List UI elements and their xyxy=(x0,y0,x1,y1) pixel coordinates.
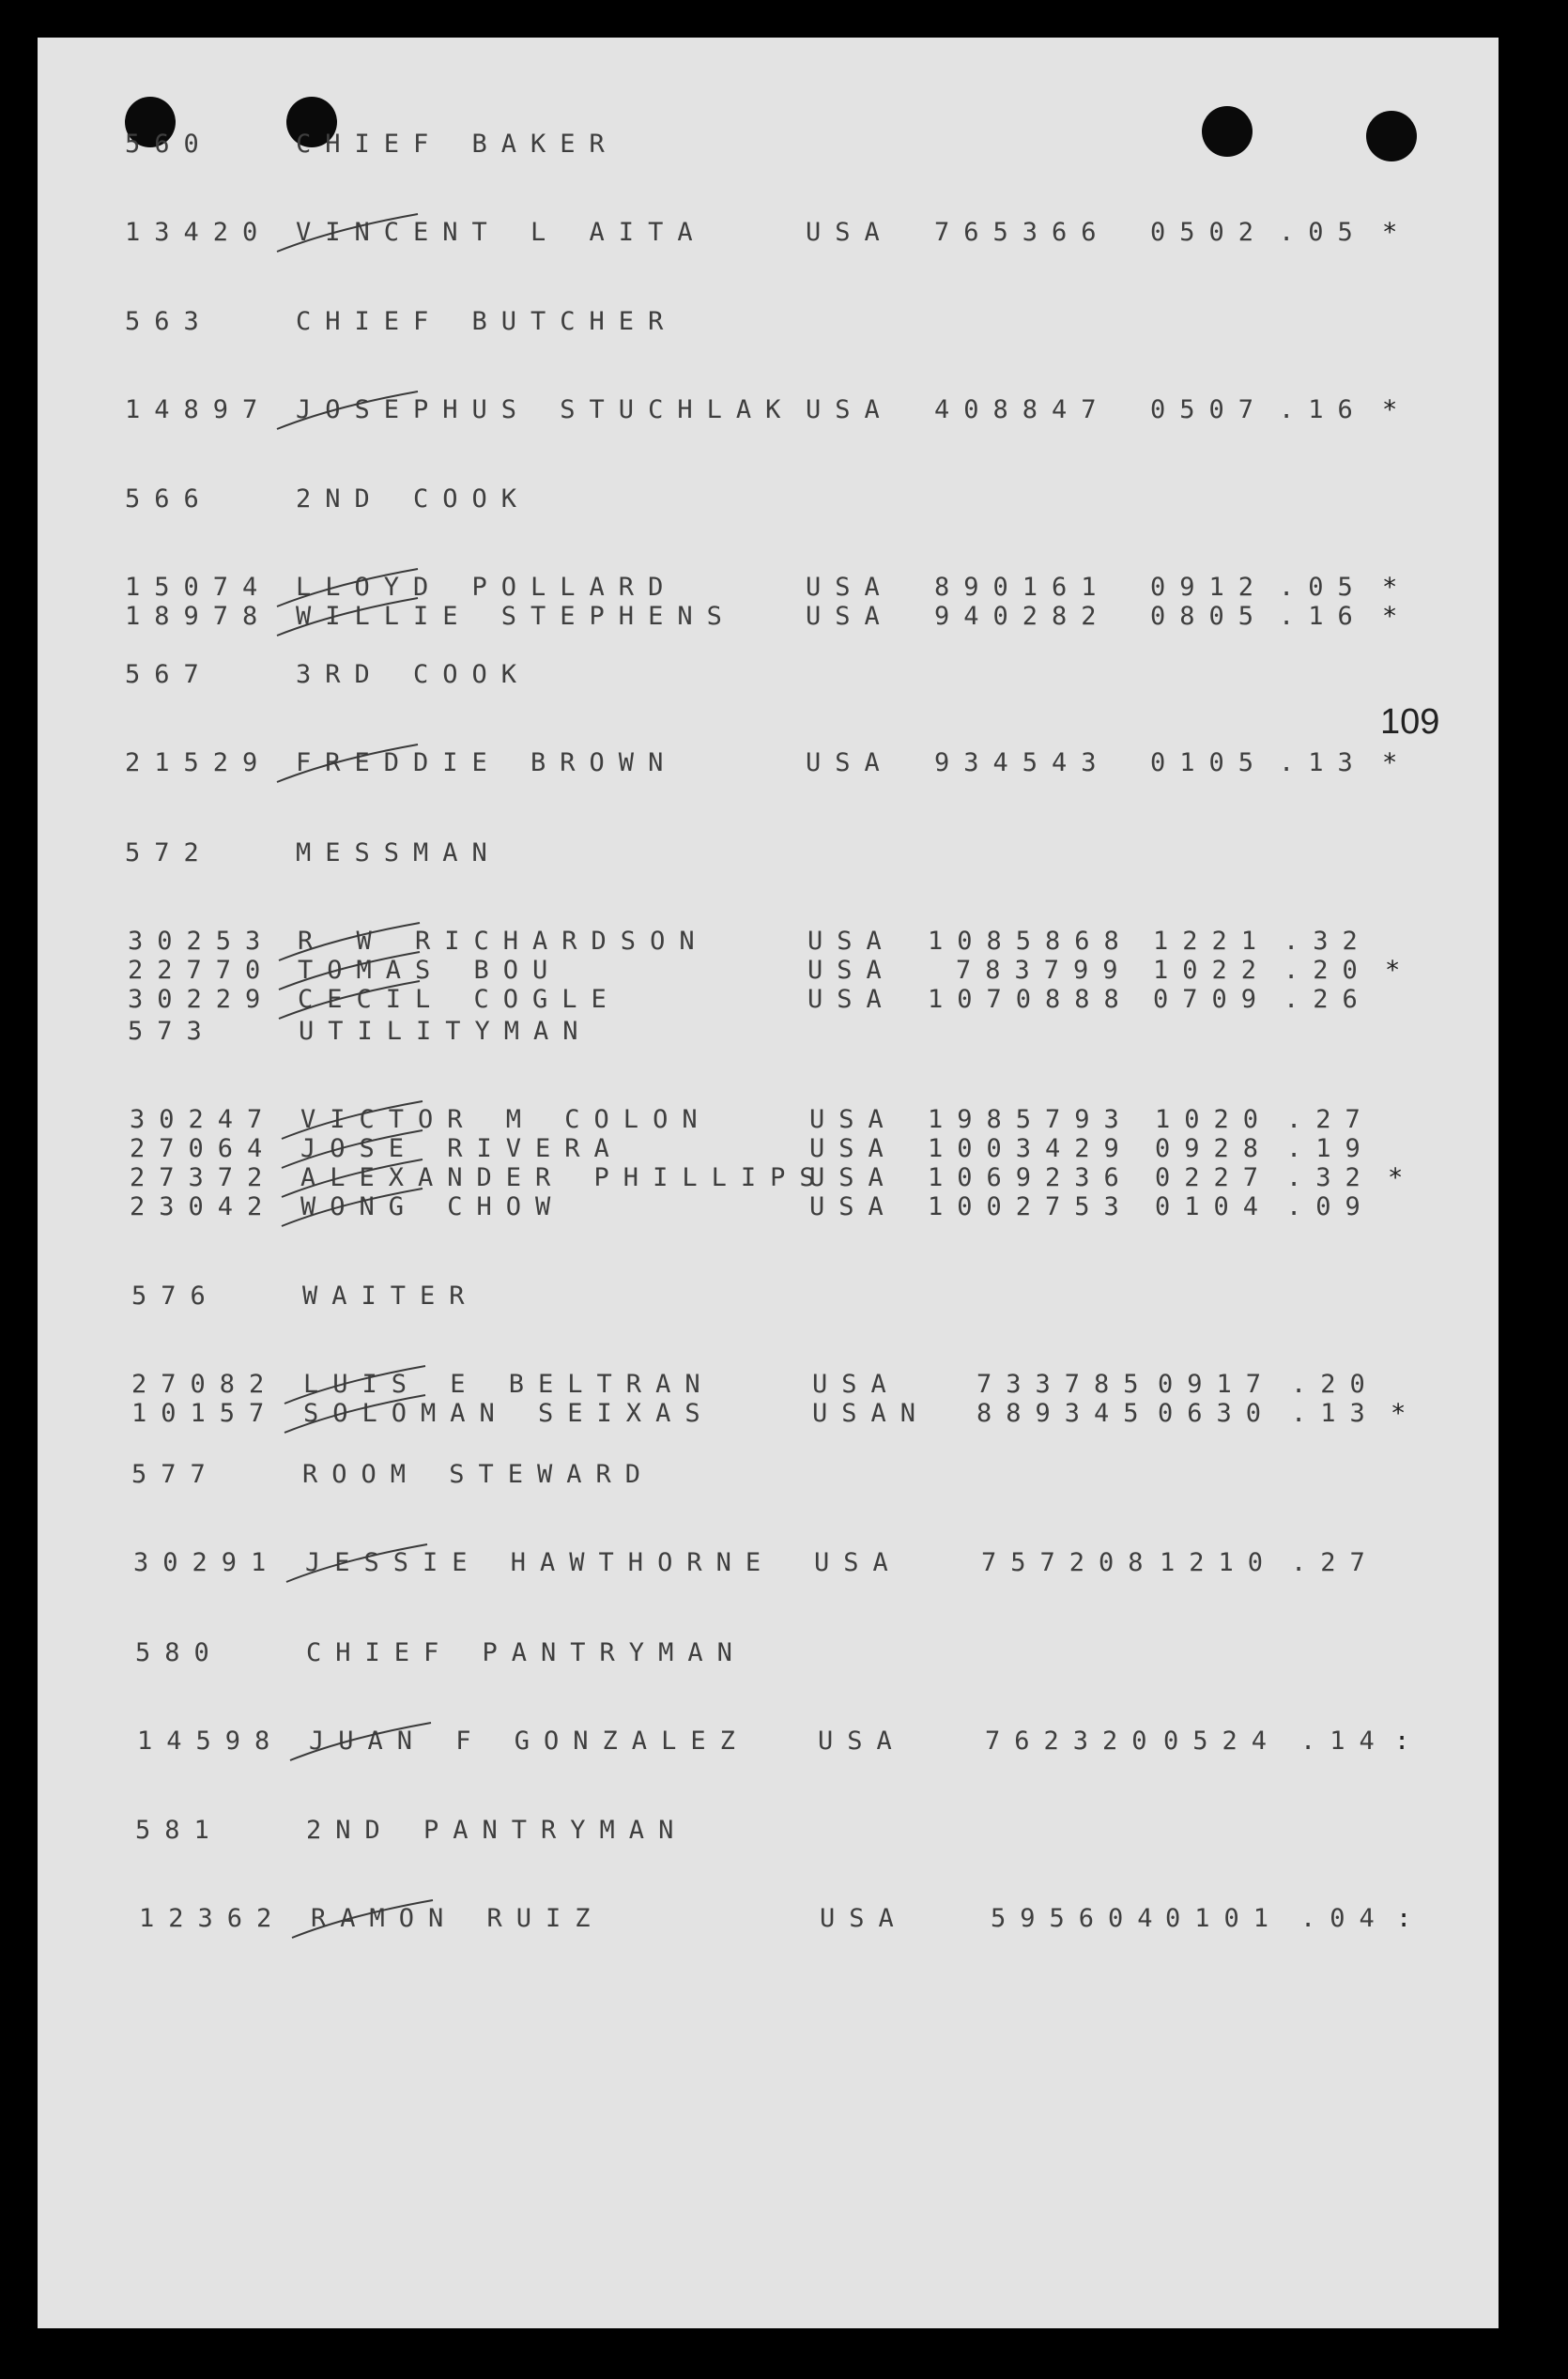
nationality: USA xyxy=(806,573,894,602)
employee-name: R W RICHARDSON xyxy=(298,927,709,956)
nationality: USA xyxy=(809,1134,898,1163)
document-number: 890161 xyxy=(934,573,1111,602)
document-number: 765366 xyxy=(934,218,1111,247)
section-title: ROOM STEWARD xyxy=(302,1460,655,1489)
rate-value: .27 xyxy=(1291,1548,1379,1577)
date-code: 0227 xyxy=(1155,1163,1273,1192)
rate-value: .14 xyxy=(1300,1727,1389,1756)
employee-id: 23042 xyxy=(130,1192,277,1221)
employee-name: TOMAS BOU xyxy=(298,956,562,985)
rate-value: .20 xyxy=(1284,956,1372,985)
nationality: USA xyxy=(818,1727,906,1756)
date-code: 1020 xyxy=(1155,1105,1273,1134)
section-code: 567 xyxy=(125,660,213,689)
employee-name: FREDDIE BROWN xyxy=(296,748,678,777)
document-number: 733785 xyxy=(976,1370,1153,1399)
date-code: 1022 xyxy=(1153,956,1271,985)
rate-value: .05 xyxy=(1279,573,1367,602)
document-number: 408847 xyxy=(934,395,1111,424)
employee-name: JESSIE HAWTHORNE xyxy=(305,1548,776,1577)
rate-value: .26 xyxy=(1284,985,1372,1014)
date-code: 0709 xyxy=(1153,985,1271,1014)
employee-id: 21529 xyxy=(125,748,272,777)
nationality: USA xyxy=(812,1370,900,1399)
date-code: 0524 xyxy=(1163,1727,1282,1756)
employee-name: ALEXANDER PHILLIPS xyxy=(300,1163,829,1192)
rate-value: .16 xyxy=(1279,602,1367,631)
employee-id: 14897 xyxy=(125,395,272,424)
annotation-mark: * xyxy=(1382,602,1412,631)
employee-name: CECIL COGLE xyxy=(298,985,621,1014)
employee-id: 30247 xyxy=(130,1105,277,1134)
document-number: 1070888 xyxy=(928,985,1133,1014)
employee-id: 30253 xyxy=(128,927,275,956)
rate-value: .16 xyxy=(1279,395,1367,424)
employee-name: LLOYD POLLARD xyxy=(296,573,678,602)
document-number: 595604 xyxy=(991,1904,1167,1933)
rate-value: .13 xyxy=(1291,1399,1379,1428)
annotation-mark: * xyxy=(1385,956,1415,985)
employee-name: VINCENT L AITA xyxy=(296,218,707,247)
employee-id: 27082 xyxy=(131,1370,279,1399)
section-code: 560 xyxy=(125,130,213,159)
employee-name: WONG CHOW xyxy=(300,1192,565,1221)
document-number: 762320 xyxy=(985,1727,1161,1756)
nationality: USA xyxy=(809,1192,898,1221)
document-number: 940282 xyxy=(934,602,1111,631)
employee-name: JOSE RIVERA xyxy=(300,1134,623,1163)
section-title: UTILITYMAN xyxy=(299,1017,592,1046)
date-code: 0101 xyxy=(1165,1904,1284,1933)
punch-hole xyxy=(1202,106,1253,157)
section-title: CHIEF BUTCHER xyxy=(296,307,678,336)
document-page xyxy=(38,38,1499,2328)
annotation-mark: * xyxy=(1382,573,1412,602)
employee-name: LUIS E BELTRAN xyxy=(303,1370,715,1399)
rate-value: .32 xyxy=(1286,1163,1375,1192)
section-code: 576 xyxy=(131,1282,220,1311)
rate-value: .19 xyxy=(1286,1134,1375,1163)
document-number: 1985793 xyxy=(928,1105,1133,1134)
employee-id: 12362 xyxy=(139,1904,286,1933)
employee-name: WILLIE STEPHENS xyxy=(296,602,736,631)
nationality: USA xyxy=(806,602,894,631)
document-number: 1069236 xyxy=(928,1163,1133,1192)
rate-value: .05 xyxy=(1279,218,1367,247)
employee-name: JOSEPHUS STUCHLAK xyxy=(296,395,795,424)
document-number: 1002753 xyxy=(928,1192,1133,1221)
punch-hole xyxy=(1366,111,1417,161)
document-number: 783799 xyxy=(956,956,1132,985)
nationality: USA xyxy=(806,218,894,247)
employee-name: SOLOMAN SEIXAS xyxy=(303,1399,715,1428)
section-title: 3RD COOK xyxy=(296,660,531,689)
nationality: USA xyxy=(806,395,894,424)
date-code: 0502 xyxy=(1150,218,1268,247)
date-code: 0928 xyxy=(1155,1134,1273,1163)
section-title: CHIEF PANTRYMAN xyxy=(306,1638,746,1667)
nationality: USA xyxy=(814,1548,902,1577)
rate-value: .09 xyxy=(1286,1192,1375,1221)
date-code: 0507 xyxy=(1150,395,1268,424)
section-code: 573 xyxy=(128,1017,216,1046)
employee-id: 30291 xyxy=(133,1548,281,1577)
section-code: 581 xyxy=(135,1816,223,1845)
annotation-mark: : xyxy=(1396,1904,1426,1933)
date-code: 0917 xyxy=(1158,1370,1276,1399)
nationality: USA xyxy=(807,927,896,956)
section-title: 2ND COOK xyxy=(296,484,531,514)
section-code: 572 xyxy=(125,838,213,867)
employee-id: 18978 xyxy=(125,602,272,631)
annotation-mark: * xyxy=(1382,748,1412,777)
document-number: 757208 xyxy=(981,1548,1158,1577)
nationality: USA xyxy=(807,985,896,1014)
page-number: 109 xyxy=(1380,702,1440,742)
date-code: 0630 xyxy=(1158,1399,1276,1428)
document-number: 1085868 xyxy=(928,927,1133,956)
annotation-mark: * xyxy=(1391,1399,1421,1428)
section-title: 2ND PANTRYMAN xyxy=(306,1816,688,1845)
section-title: WAITER xyxy=(302,1282,479,1311)
date-code: 0104 xyxy=(1155,1192,1273,1221)
nationality: USA xyxy=(806,748,894,777)
annotation-mark: * xyxy=(1388,1163,1418,1192)
section-code: 577 xyxy=(131,1460,220,1489)
annotation-mark: : xyxy=(1394,1727,1424,1756)
employee-id: 30229 xyxy=(128,985,275,1014)
rate-value: .32 xyxy=(1284,927,1372,956)
employee-id: 22770 xyxy=(128,956,275,985)
rate-value: .13 xyxy=(1279,748,1367,777)
employee-id: 27372 xyxy=(130,1163,277,1192)
date-code: 0912 xyxy=(1150,573,1268,602)
section-code: 580 xyxy=(135,1638,223,1667)
nationality: USAN xyxy=(812,1399,930,1428)
employee-id: 15074 xyxy=(125,573,272,602)
employee-id: 13420 xyxy=(125,218,272,247)
employee-name: VICTOR M COLON xyxy=(300,1105,712,1134)
section-code: 563 xyxy=(125,307,213,336)
employee-id: 14598 xyxy=(137,1727,284,1756)
nationality: USA xyxy=(807,956,896,985)
document-number: 1003429 xyxy=(928,1134,1133,1163)
rate-value: .04 xyxy=(1300,1904,1389,1933)
section-code: 566 xyxy=(125,484,213,514)
rate-value: .27 xyxy=(1286,1105,1375,1134)
annotation-mark: * xyxy=(1382,395,1412,424)
employee-name: JUAN F GONZALEZ xyxy=(309,1727,749,1756)
employee-id: 27064 xyxy=(130,1134,277,1163)
nationality: USA xyxy=(809,1163,898,1192)
employee-name: RAMON RUIZ xyxy=(311,1904,605,1933)
nationality: USA xyxy=(809,1105,898,1134)
annotation-mark: * xyxy=(1382,218,1412,247)
rate-value: .20 xyxy=(1291,1370,1379,1399)
employee-id: 10157 xyxy=(131,1399,279,1428)
document-number: 889345 xyxy=(976,1399,1153,1428)
date-code: 1221 xyxy=(1153,927,1271,956)
section-title: CHIEF BAKER xyxy=(296,130,619,159)
date-code: 1210 xyxy=(1160,1548,1278,1577)
date-code: 0805 xyxy=(1150,602,1268,631)
section-title: MESSMAN xyxy=(296,838,501,867)
date-code: 0105 xyxy=(1150,748,1268,777)
document-number: 934543 xyxy=(934,748,1111,777)
nationality: USA xyxy=(820,1904,908,1933)
